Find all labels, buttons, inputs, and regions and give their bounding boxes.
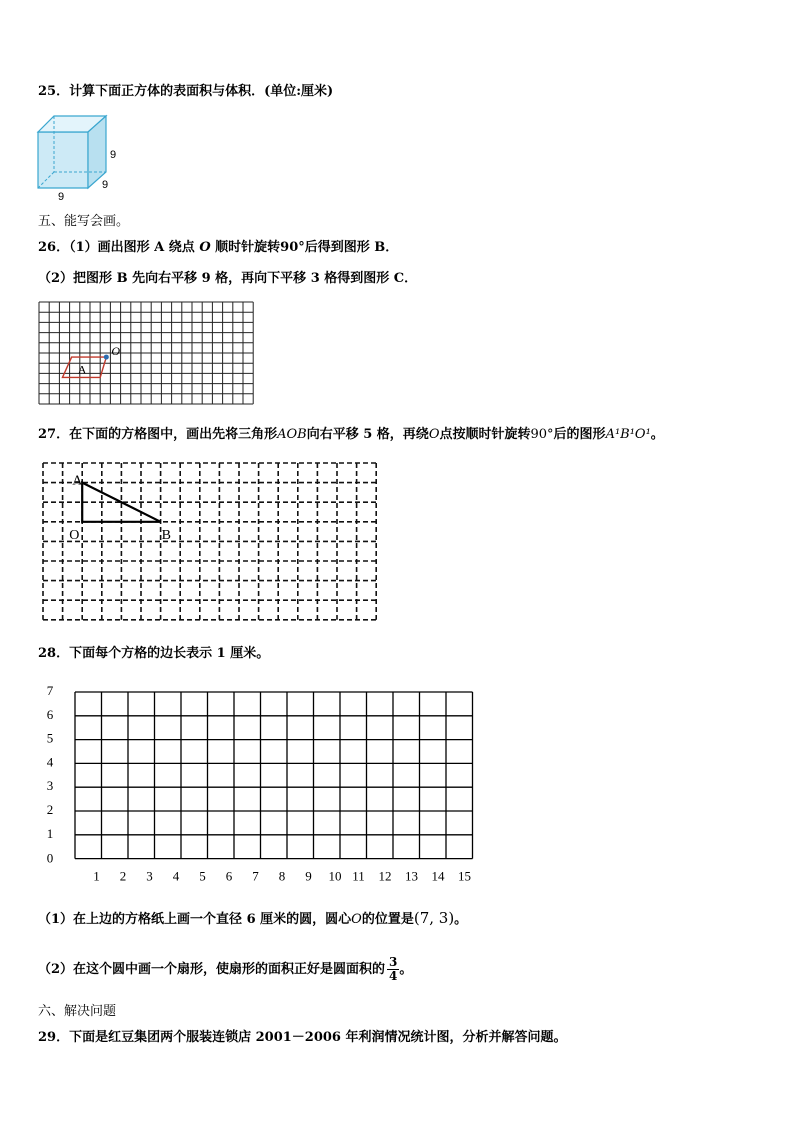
q25-number: 25．: [38, 84, 70, 99]
q28-text: 28．下面每个方格的边长表示 1 厘米。: [38, 646, 270, 661]
cube-height-label: 9: [110, 149, 117, 161]
x-tick-label: 11: [352, 868, 365, 884]
section6-title: 六、解决问题: [38, 1004, 117, 1019]
section5-title: 五、能写会画。: [38, 214, 130, 229]
q26-line1-suffix: 顺时针旋转90°后得到图形 B．: [210, 240, 399, 255]
x-tick-label: 3: [146, 868, 153, 884]
q26-line1: [38, 240, 398, 256]
y-tick-label: 3: [46, 778, 54, 794]
fraction: [387, 956, 399, 983]
q28-sub1-prefix: （1）在上边的方格纸上画一个直径 6 厘米的圆，圆心: [38, 912, 352, 927]
x-tick-label: 8: [278, 868, 286, 884]
q28-grid: [40, 680, 485, 884]
x-tick-label: 7: [252, 868, 259, 884]
q27-result: A¹B¹O¹: [605, 427, 651, 442]
x-tick-label: 1: [93, 868, 100, 884]
shape-a-label: A: [77, 362, 87, 377]
y-tick-label: 2: [46, 801, 54, 817]
q27-mid1: 向右平移 5 格，再绕: [306, 427, 429, 442]
x-tick-label: 2: [119, 868, 127, 884]
q27-point: O: [428, 427, 440, 442]
q28-sub2-prefix: （2）在这个圆中画一个扇形，使扇形的面积正好是圆面积的: [38, 962, 386, 977]
q27-grid: [43, 463, 381, 623]
label-o: O: [69, 527, 80, 543]
q27-text: [38, 427, 664, 443]
y-tick-label: 0: [46, 850, 54, 866]
label-b: B: [161, 527, 171, 543]
q26-line2: （2）把图形 B 先向右平移 9 格，再向下平移 3 格得到图形 C．: [38, 271, 418, 286]
label-a: A: [72, 473, 83, 489]
x-tick-label: 12: [378, 868, 392, 884]
point-o: [104, 355, 109, 360]
q28-sub2-end: 。: [399, 962, 413, 977]
q25-body: 计算下面正方体的表面积与体积．(单位:厘米): [69, 84, 334, 99]
q29-text: 29．下面是红豆集团两个服装连锁店 2001－2006 年利润情况统计图，分析并解答问题。: [38, 1030, 567, 1045]
q27-prefix: 27．在下面的方格图中，画出先将三角形: [38, 427, 278, 442]
cube-depth-label: 9: [102, 179, 109, 191]
q28-sub1-mid: 的位置是: [361, 912, 414, 927]
point-o-label: O: [111, 344, 121, 359]
y-tick-label: 7: [46, 682, 54, 698]
q28-sub1: [38, 910, 467, 928]
q28-sub2: [38, 952, 412, 988]
y-tick-label: 1: [46, 825, 54, 841]
q27-mid2: 点按顺时针旋转: [439, 427, 531, 442]
cube-figure: [30, 110, 130, 202]
q27-angle: 90°: [530, 427, 554, 442]
x-tick-label: 14: [431, 868, 445, 884]
y-tick-label: 4: [46, 754, 54, 770]
x-tick-label: 15: [458, 868, 471, 884]
q26-line1-prefix: 26．（1）画出图形 A 绕点: [38, 240, 200, 255]
q27-end: 。: [650, 427, 664, 442]
q25-text: [38, 84, 333, 100]
x-tick-label: 13: [405, 868, 418, 884]
q26-point: O: [199, 240, 211, 255]
cube-width-label: 9: [58, 191, 65, 203]
x-tick-label: 4: [172, 868, 180, 884]
q28-sub1-point: O: [351, 912, 362, 927]
q27-triangle: AOB: [277, 427, 307, 442]
q28-sub1-end: 。: [454, 912, 468, 927]
q27-mid3: 后的图形: [553, 427, 606, 442]
y-tick-label: 6: [46, 706, 54, 722]
x-tick-label: 9: [305, 868, 312, 884]
x-tick-label: 5: [199, 868, 206, 884]
x-tick-label: 6: [225, 868, 233, 884]
fraction-numerator: 3: [389, 955, 398, 969]
q26-grid: [39, 302, 253, 410]
q28-sub1-coord: (7, 3): [413, 909, 455, 927]
x-tick-label: 10: [328, 868, 342, 884]
y-tick-label: 5: [46, 730, 54, 746]
fraction-denominator: 4: [389, 969, 398, 983]
